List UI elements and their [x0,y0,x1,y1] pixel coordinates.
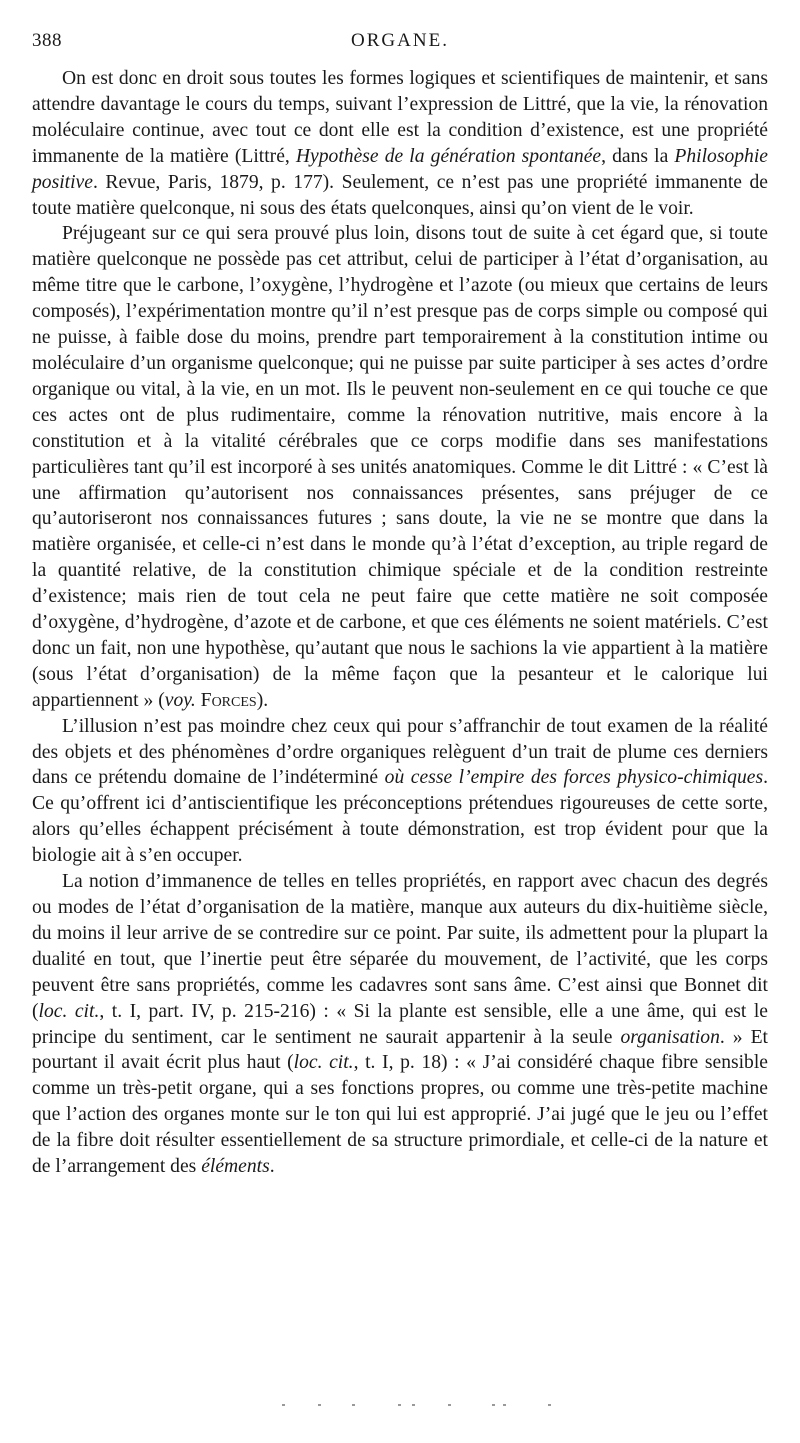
text-run: , t. I, part. IV, p. 215-216) : « Si la plante est sensible, elle a une âme, qui est le principe du sentiment, car le sentiment ne saurait appartenir à la seule [32,1000,769,1048]
italic-citation: loc. cit. [38,1000,100,1022]
text-run: , dans la [601,145,675,167]
paragraph-1 [32,66,768,221]
print-mark [448,1404,451,1406]
print-mark [412,1404,415,1406]
italic-word: éléments [201,1156,270,1178]
print-mark [548,1404,551,1406]
italic-title: Hypothèse de la génération spontanée [295,145,602,167]
text-run: L’illusion n’est pas moindre chez ceux qui pour s’affranchir de tout examen de la réalité des objets et des phénomènes d’ordre organiques relèguent d’un trait de plume ces derniers dans ce prétendu domaine de l’indéterminé [32,715,768,789]
print-mark [352,1404,355,1406]
small-caps-reference: Forces [200,689,257,711]
paragraph-2 [32,221,768,713]
italic-abbreviation: voy. [164,689,196,711]
text-run: La notion d’immanence de telles en telles propriétés, en rapport avec chacun des degrés ou modes de l’état d’organisation de la matière, manque aux auteurs du dix-huitième siècle, du moins il leur arrive de se contredire sur ce point. Par suite, ils admettent pour la plupart la dualité en tout, que l’inertie peut être séparée du mouvement, de l’activité, que les corps peuvent être sans propriétés, comme les cadavres sont sans âme. C’est ainsi que Bonnet dit ( [32,871,768,1022]
text-run: , t. I, p. 18) : « J’ai considéré chaque fibre sensible comme un très-petit organe, qui a ses fonctions propres, ou comme une très-petite machine que l’action des organes monte sur le ton qui lui est approprié. J’ai jugé que le jeu ou l’effet de la fibre doit résulter essentiellement de sa structure primordiale, et celle-ci de la nature et de l’arrangement des [32,1052,768,1178]
print-mark [492,1404,495,1406]
print-mark [318,1404,321,1406]
text-run: . [269,1156,275,1178]
text-run: . » Et pourtant il avait écrit plus haut ( [32,1026,768,1074]
text-run: ). [256,689,269,711]
italic-word: organisation [620,1026,720,1048]
text-run: On est donc en droit sous toutes les formes logiques et scientifiques de maintenir, et sans attendre davantage le cours du temps, suivant l’expression de Littré, que la vie, la rénovation moléculaire continue, avec tout ce dont elle est la condition d’existence, est une propriété immanente de la matière (Littré, [32,68,768,167]
text-run: . Ce qu’offrent ici d’antiscientifique les préconceptions prétendues rigoureuses de cette sorte, alors qu’elles échappent précisément à toute démonstration, est trop évident pour que la biologie ait à s’en occuper. [32,767,768,867]
page-number: 388 [32,30,62,51]
text-run: Préjugeant sur ce qui sera prouvé plus loin, disons tout de suite à cet égard que, si toute matière quelconque ne possède pas cet attribut, celui de participer à l’état d’organisation, au même titre que le carbone, l’oxygène, l’hydrogène et l’azote (ou mieux que certains de leurs composés), l’expérimentation montre qu’il n’est presque pas de corps simple ou composé qui ne puisse, à faible dose du moins, prendre part temporairement à la constitution intime ou moléculaire d’un organisme quelconque; qui ne puisse par suite participer à ses actes d’ordre organique ou vital, à la vie, en un mot. Ils le peuvent non-seulement en ce qui touche ce que ces actes ont de plus rudimentaire, comme la rénovation nutritive, mais encore à la constitution et à la vitalité cérébrales que ce corps modifie dans ses manifestations particulières tant qu’il est incorporé à ses unités anatomiques. Comme le dit Littré : « C’est là une affirmation qu’autorisent nos connaissances présentes, sans préjuger de ce qu’autoriseront nos connaissances futures ; sans doute, la vie ne se montre que dans la matière organisée, et celle-ci n’est dans le monde qu’à l’état d’exception, au triple regard de la quantité relative, de la constitution chimique spéciale et de la condition restreinte d’existence; mais rien de tout cela ne peut faire que cette matière ne soit composée d’oxygène, d’hydrogène, d’azote et de carbone, et que ces éléments ne soient matériels. C’est donc un fait, non une hypothèse, qu’autant que nous le sachions la vie appartient à la matière (sous l’état d’organisation) de la même façon que la pesanteur et le calorique lui appartiennent » ( [32,223,768,711]
text-run: . Revue, Paris, 1879, p. 177). Seulement, ce n’est pas une propriété immanente de toute matière quelconque, ni sous des états quelconques, ainsi qu’on vient de le voir. [32,171,768,219]
paragraph-4 [32,869,768,1180]
italic-title: Philosophie positive [32,145,768,193]
print-mark [398,1404,401,1406]
italic-phrase: où cesse l’empire des forces physico-chimiques [384,767,764,789]
italic-citation: loc. cit. [293,1052,354,1074]
running-title: ORGANE. [351,30,449,51]
bottom-print-marks [0,1404,800,1410]
print-mark [282,1404,285,1406]
paragraph-3 [32,714,768,869]
page-header [32,30,768,54]
print-mark [503,1404,506,1406]
body-text [32,66,768,1180]
